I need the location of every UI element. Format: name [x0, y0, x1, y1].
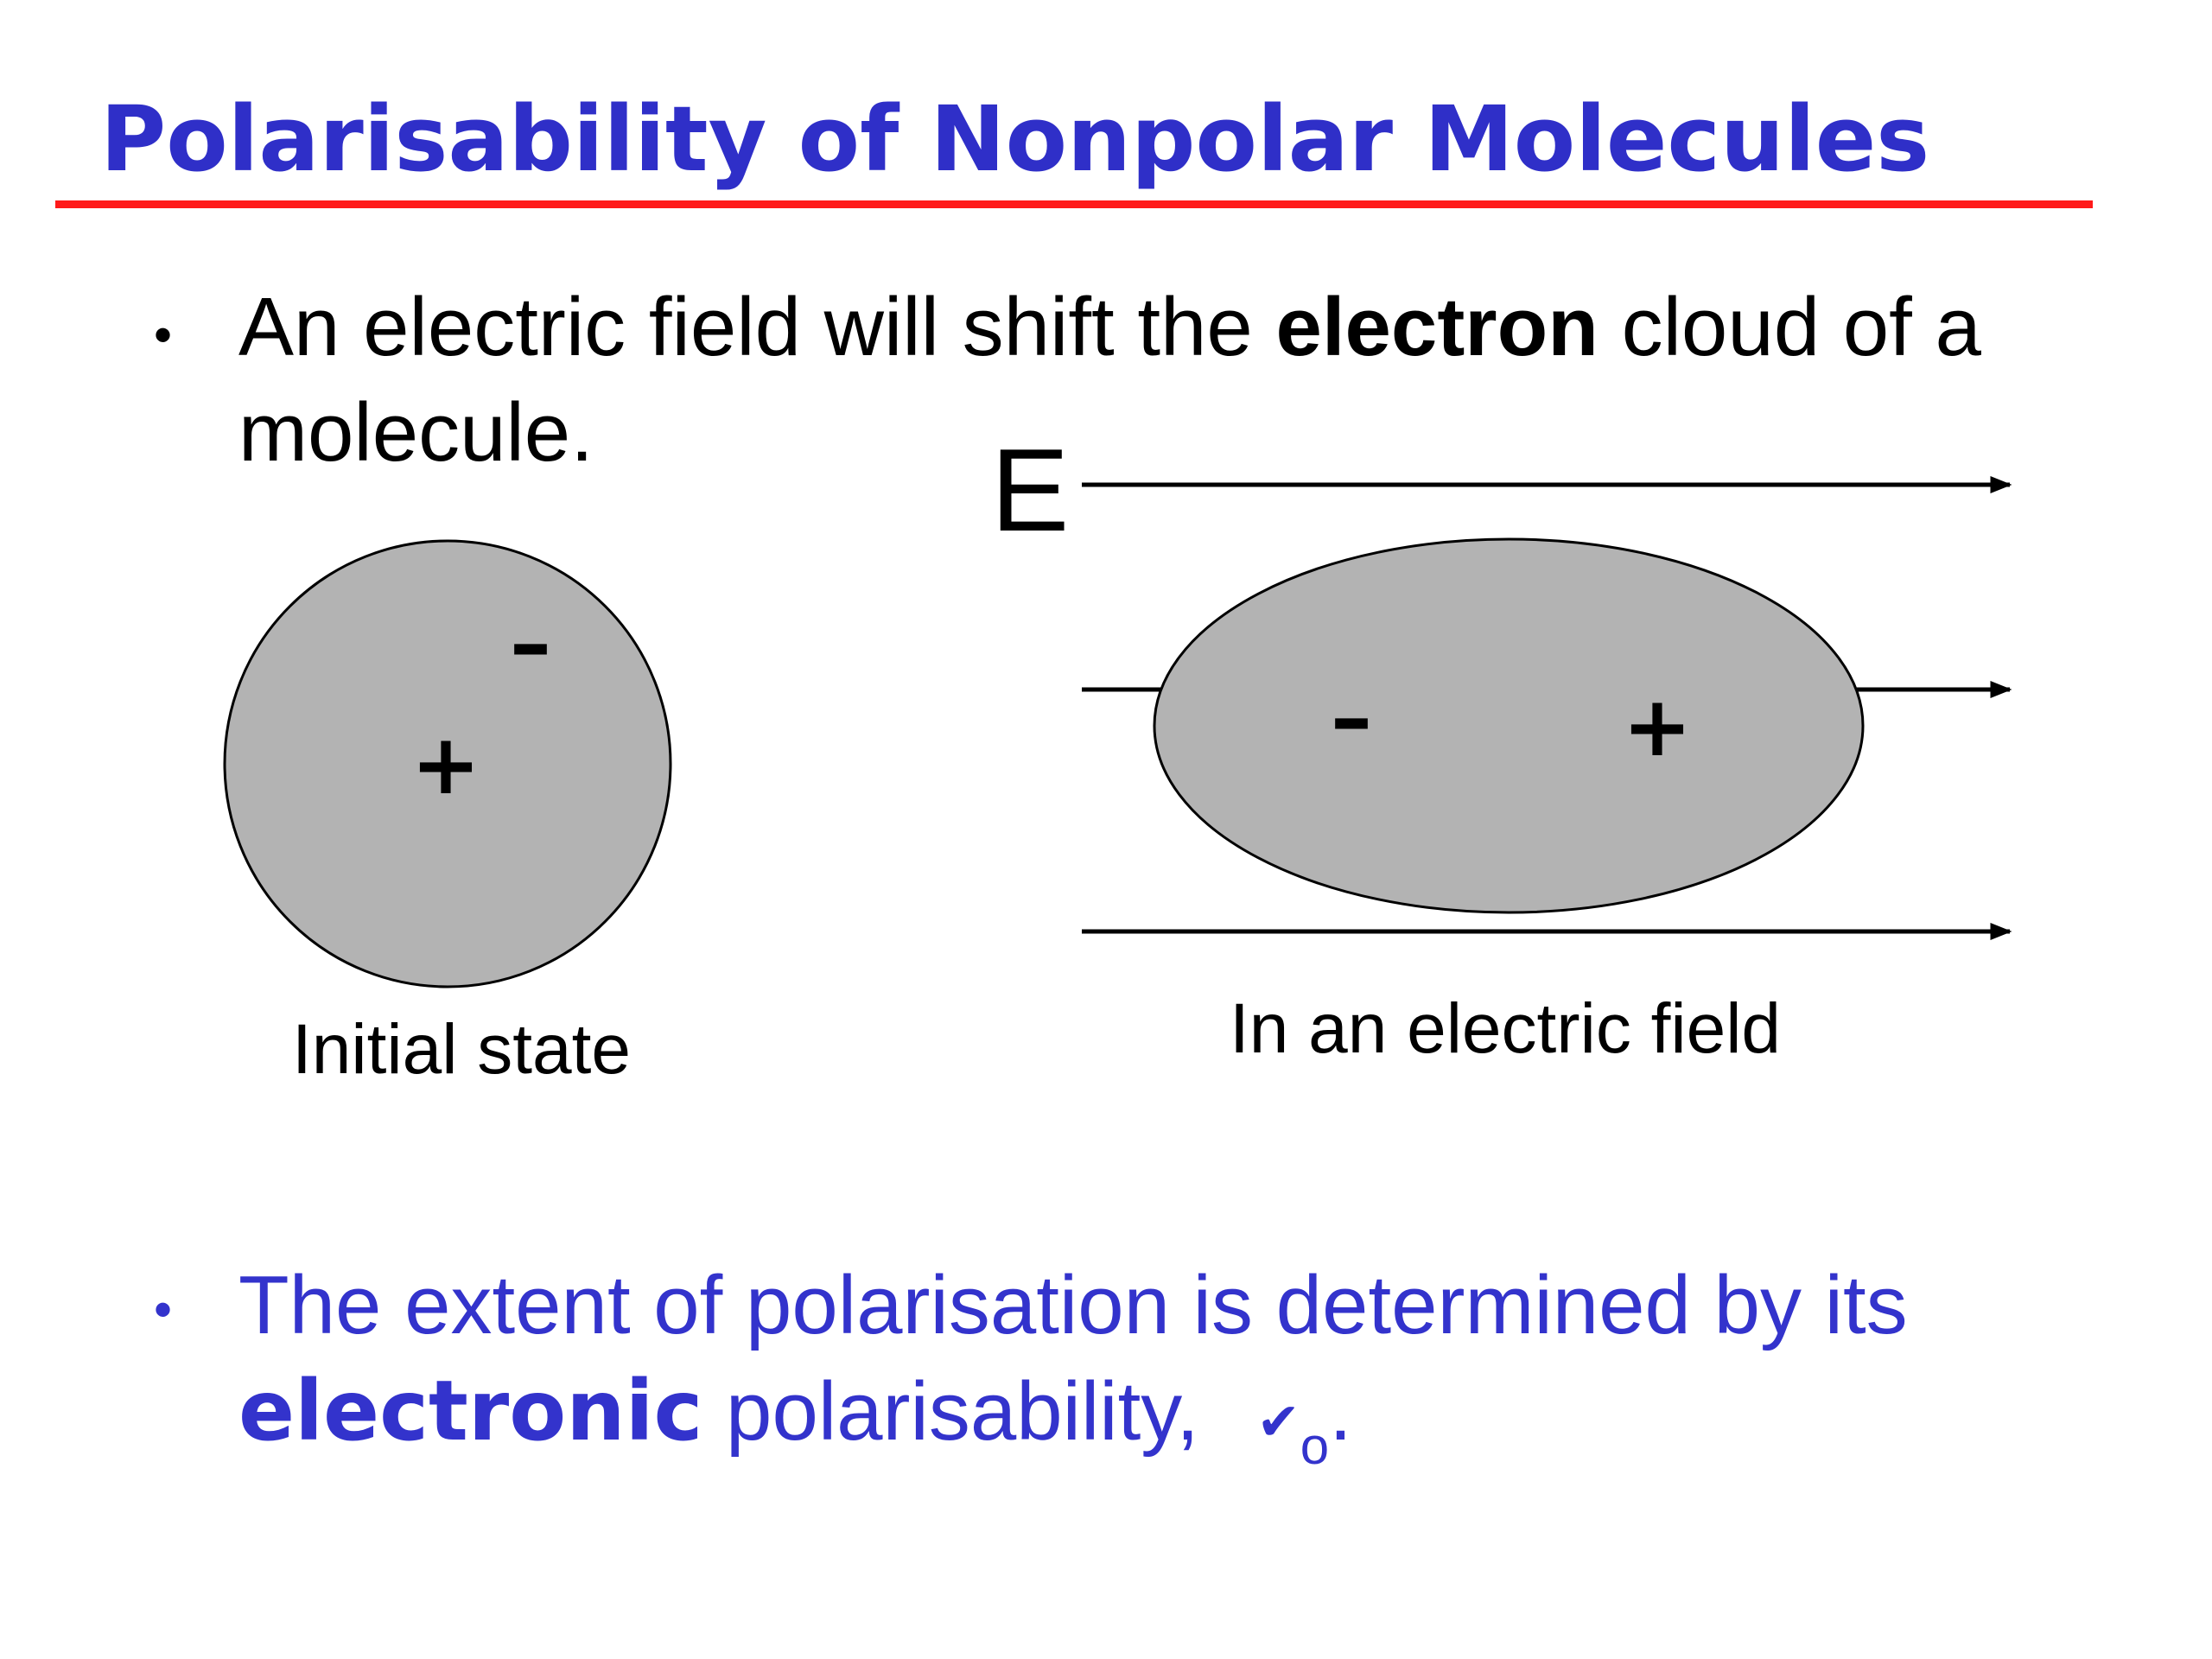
initial-state-caption: Initial state: [292, 1010, 631, 1089]
initial-positive-charge-icon: +: [410, 716, 481, 813]
polarised-negative-charge-icon: –: [1331, 670, 1372, 766]
bullet-polarisation-extent: [238, 1253, 2053, 1499]
electric-field-caption: In an electric field: [1229, 989, 1782, 1068]
symbol-subscript: o: [1300, 1417, 1330, 1475]
bullet-marker: •: [154, 306, 173, 364]
bullet-bold-term: electron: [1275, 281, 1599, 373]
polarised-molecule-cloud: [1154, 539, 1863, 912]
initial-negative-charge-icon: –: [510, 595, 551, 692]
slide-title: Polarisability of Nonpolar Molecules: [100, 86, 1930, 192]
field-label: E: [990, 424, 1070, 556]
bullet-text-end: polarisability,: [702, 1365, 1223, 1458]
bullet-marker: •: [154, 1281, 173, 1338]
bullet-text-start: An electric field will shift the: [238, 281, 1276, 373]
bullet-text-start: The extent of polarisation is determined by its: [238, 1259, 1908, 1351]
bullet-bold-term: electronic: [238, 1363, 703, 1459]
sentence-end: .: [1329, 1365, 1352, 1458]
polarised-positive-charge-icon: +: [1622, 678, 1693, 775]
bullet-text-end: cloud of a molecule.: [238, 281, 1981, 479]
alpha-symbol-icon: ✔: [1256, 1392, 1300, 1452]
